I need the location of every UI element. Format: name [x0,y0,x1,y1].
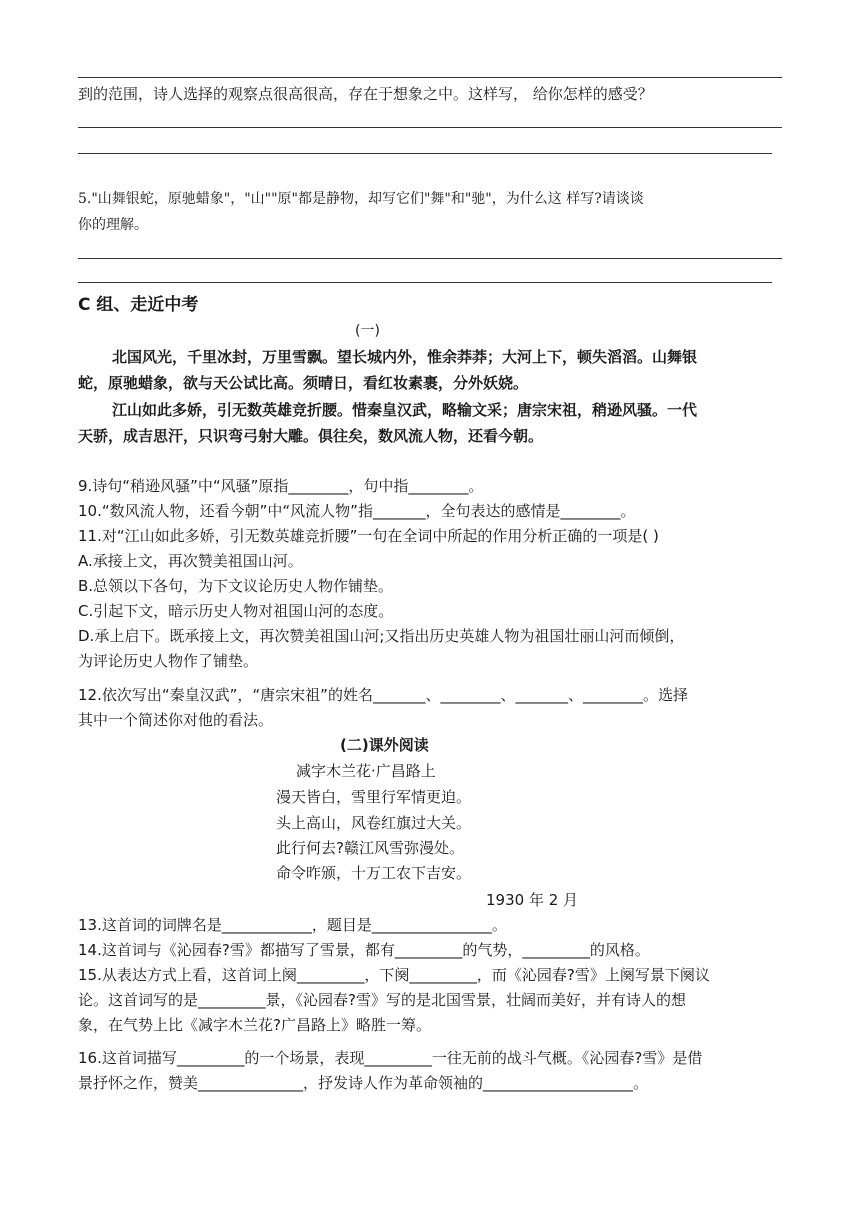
question-15-cont: 论。这首词写的是_________景，《沁园春?雪》写的是北国雪景，壮阔而美好，并有诗人的想 [78,991,686,1009]
question-4-tail: 到的范围，诗人选择的观察点很高很高，存在于想象之中。这样写， 给你怎样的感受？ [78,85,653,103]
poem-line: 头上高山，风卷红旗过大关。 [276,814,472,832]
question-9: 9.诗句“稍逊风骚”中“风骚”原指________，句中指________。 [78,477,484,495]
option-d: D.承上启下。既承接上文，再次赞美祖国山河;又指出历史英雄人物为祖国壮丽山河而倾倒， [78,627,685,645]
poem-line: 蛇，原驰蜡象，欲与天公试比高。须晴日，看红妆素裹，分外妖娆。 [78,374,529,392]
section-heading: C 组、走近中考 [78,295,199,315]
question-5-line1: 5."山舞银蛇，原驰蜡象"，"山""原"都是静物，却写它们"舞"和"驰"，为什么这 样写?请谈谈 [78,191,644,207]
question-13: 13.这首词的词牌名是____________，题目是________________。 [78,916,507,934]
poem-line: 天骄，成吉思汗，只识弯弓射大雕。俱往矣，数风流人物，还看今朝。 [78,427,544,445]
option-d-cont: 为评论历史人物作了铺垫。 [78,652,259,670]
question-16-cont: 景抒怀之作，赞美______________，抒发诗人作为革命领袖的____________________。 [78,1074,649,1092]
part-two-label: (二)课外阅读 [340,736,429,754]
answer-line [78,77,782,78]
question-12-cont: 其中一个简述你对他的看法。 [78,711,274,729]
poem-date: 1930 年 2 月 [486,891,579,909]
answer-line [78,153,772,154]
option-b: B.总领以下各句，为下文议论历史人物作铺垫。 [78,577,394,595]
question-5-line2: 你的理解。 [78,217,148,233]
question-12: 12.依次写出“秦皇汉武”，“唐宗宋祖”的姓名_______、________、_______、________。选择 [78,686,688,704]
question-15-cont2: 象，在气势上比《减字木兰花?广昌路上》略胜一筹。 [78,1016,431,1034]
question-14: 14.这首词与《沁园春?雪》都描写了雪景，都有_________的气势，_________的风格。 [78,941,650,959]
poem-line: 北国风光，千里冰封，万里雪飘。望长城内外，惟余莽莽；大河上下，顿失滔滔。山舞银 [112,348,698,366]
answer-line [78,282,772,283]
question-15: 15.从表达方式上看，这首词上阕_________，下阕_________，而《沁园春?雪》上阕写景下阕议 [78,966,710,984]
option-c: C.引起下文，暗示历史人物对祖国山河的态度。 [78,602,394,620]
question-11: 11.对“江山如此多娇，引无数英雄竞折腰”一句在全词中所起的作用分析正确的一项是( ) [78,527,659,545]
poem-title: 减字木兰花·广昌路上 [296,762,436,780]
question-10: 10.“数风流人物，还看今朝”中“风流人物”指_______，全句表达的感情是________。 [78,502,636,520]
option-a: A.承接上文，再次赞美祖国山河。 [78,552,303,570]
poem-line: 漫天皆白，雪里行军情更迫。 [276,788,472,806]
answer-line [78,258,782,259]
part-one-label: (一) [355,323,380,339]
answer-line [78,127,782,128]
poem-line: 江山如此多娇，引无数英雄竞折腰。惜秦皇汉武，略输文采；唐宗宋祖，稍逊风骚。一代 [112,401,698,419]
poem-line: 此行何去?赣江风雪弥漫处。 [276,839,464,857]
question-16: 16.这首词描写_________的一个场景，表现_________一往无前的战斗气概。《沁园春?雪》是借 [78,1049,703,1067]
poem-line: 命令昨颁，十万工农下吉安。 [276,864,472,882]
